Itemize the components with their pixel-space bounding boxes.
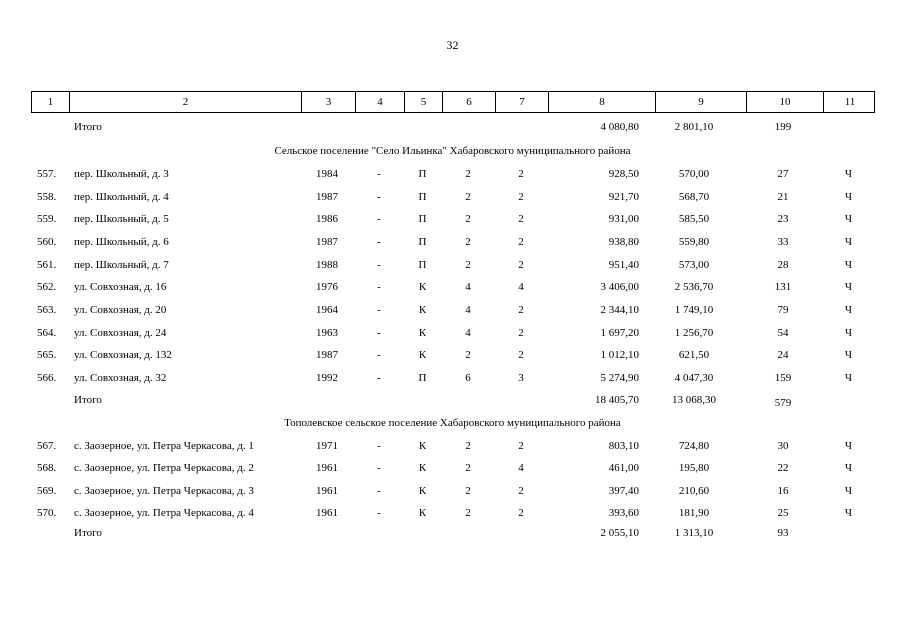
row-area-total: 2 344,10 — [600, 304, 639, 316]
table-row — [0, 165, 905, 183]
header-col-10: 10 — [746, 92, 823, 112]
row-residents: 28 — [777, 259, 789, 271]
total-residents: 579 — [774, 397, 792, 409]
row-address: ул. Совхозная, д. 132 — [74, 349, 172, 361]
total-area-living: 2 801,10 — [674, 121, 714, 133]
row-number: 569. — [37, 485, 57, 497]
row-area-total: 397,40 — [608, 485, 639, 497]
row-area-total: 921,70 — [608, 191, 639, 203]
row-area-total: 3 406,00 — [600, 281, 639, 293]
row-type: Ч — [844, 281, 853, 293]
row-number: 564. — [37, 327, 57, 339]
table-row — [0, 301, 905, 319]
row-type: Ч — [844, 304, 853, 316]
row-col4: - — [377, 191, 381, 203]
row-residents: 159 — [774, 372, 792, 384]
row-entrances: 2 — [518, 349, 524, 361]
row-floors: 2 — [465, 462, 471, 474]
header-col-11: 11 — [823, 92, 876, 112]
row-floors: 2 — [465, 168, 471, 180]
row-material: К — [418, 462, 427, 474]
header-col-4: 4 — [355, 92, 404, 112]
row-floors: 2 — [465, 213, 471, 225]
table-row — [0, 504, 905, 522]
row-area-living: 1 256,70 — [674, 327, 714, 339]
row-material: К — [418, 349, 427, 361]
row-col4: - — [377, 236, 381, 248]
row-entrances: 2 — [518, 259, 524, 271]
row-type: Ч — [844, 213, 853, 225]
header-col-2: 2 — [69, 92, 301, 112]
row-type: Ч — [844, 372, 853, 384]
row-area-living: 210,60 — [678, 485, 710, 497]
table-row — [0, 346, 905, 364]
row-address: ул. Совхозная, д. 20 — [74, 304, 167, 316]
row-number: 558. — [37, 191, 57, 203]
row-entrances: 2 — [518, 485, 524, 497]
row-col4: - — [377, 462, 381, 474]
row-entrances: 2 — [518, 327, 524, 339]
row-material: П — [418, 213, 427, 225]
row-area-living: 585,50 — [678, 213, 710, 225]
row-type: Ч — [844, 191, 853, 203]
row-residents: 131 — [774, 281, 792, 293]
row-year: 1976 — [316, 281, 338, 293]
row-area-total: 951,40 — [608, 259, 639, 271]
header-col-7: 7 — [495, 92, 548, 112]
header-col-9: 9 — [655, 92, 746, 112]
total-label: Итого — [74, 527, 102, 539]
row-number: 565. — [37, 349, 57, 361]
row-address: пер. Школьный, д. 6 — [74, 236, 169, 248]
row-entrances: 2 — [518, 191, 524, 203]
row-residents: 33 — [777, 236, 789, 248]
row-area-total: 931,00 — [608, 213, 639, 225]
row-material: П — [418, 168, 427, 180]
row-material: П — [418, 191, 427, 203]
row-area-total: 928,50 — [608, 168, 639, 180]
row-type: Ч — [844, 327, 853, 339]
total-row — [0, 524, 905, 542]
row-residents: 21 — [777, 191, 789, 203]
row-floors: 2 — [465, 259, 471, 271]
row-area-total: 5 274,90 — [600, 372, 639, 384]
row-area-total: 461,00 — [608, 462, 639, 474]
total-residents: 199 — [774, 121, 792, 133]
row-floors: 4 — [465, 304, 471, 316]
row-residents: 25 — [777, 507, 789, 519]
table-row — [0, 256, 905, 274]
row-year: 1986 — [316, 213, 338, 225]
table-row — [0, 278, 905, 296]
row-area-total: 393,60 — [608, 507, 639, 519]
row-area-living: 573,00 — [678, 259, 710, 271]
row-number: 570. — [37, 507, 57, 519]
row-area-living: 195,80 — [678, 462, 710, 474]
row-floors: 2 — [465, 440, 471, 452]
row-year: 1961 — [316, 485, 338, 497]
row-entrances: 3 — [518, 372, 524, 384]
header-col-6: 6 — [442, 92, 495, 112]
table-row — [0, 188, 905, 206]
row-floors: 4 — [465, 327, 471, 339]
row-type: Ч — [844, 440, 853, 452]
row-address: ул. Совхозная, д. 32 — [74, 372, 167, 384]
row-col4: - — [377, 440, 381, 452]
row-year: 1987 — [316, 236, 338, 248]
table-row — [0, 369, 905, 387]
row-number: 562. — [37, 281, 57, 293]
row-material: К — [418, 327, 427, 339]
row-area-living: 4 047,30 — [674, 372, 714, 384]
table-row — [0, 459, 905, 477]
row-floors: 2 — [465, 507, 471, 519]
row-year: 1987 — [316, 191, 338, 203]
row-address: с. Заозерное, ул. Петра Черкасова, д. 3 — [74, 485, 254, 497]
row-area-total: 1 012,10 — [600, 349, 639, 361]
row-type: Ч — [844, 259, 853, 271]
row-address: с. Заозерное, ул. Петра Черкасова, д. 2 — [74, 462, 254, 474]
row-entrances: 4 — [518, 462, 524, 474]
row-material: П — [418, 236, 427, 248]
row-col4: - — [377, 349, 381, 361]
row-number: 567. — [37, 440, 57, 452]
row-area-living: 181,90 — [678, 507, 710, 519]
total-label: Итого — [74, 121, 102, 133]
row-type: Ч — [844, 507, 853, 519]
row-number: 563. — [37, 304, 57, 316]
row-area-living: 1 749,10 — [674, 304, 714, 316]
row-year: 1988 — [316, 259, 338, 271]
row-floors: 2 — [465, 236, 471, 248]
row-col4: - — [377, 372, 381, 384]
row-area-total: 803,10 — [608, 440, 639, 452]
row-area-total: 938,80 — [608, 236, 639, 248]
row-address: ул. Совхозная, д. 24 — [74, 327, 167, 339]
row-floors: 6 — [465, 372, 471, 384]
total-area-total: 4 080,80 — [600, 121, 639, 133]
table-row — [0, 233, 905, 251]
row-year: 1963 — [316, 327, 338, 339]
row-year: 1992 — [316, 372, 338, 384]
total-area-living: 1 313,10 — [674, 527, 714, 539]
row-residents: 22 — [777, 462, 789, 474]
row-address: с. Заозерное, ул. Петра Черкасова, д. 1 — [74, 440, 254, 452]
row-floors: 2 — [465, 349, 471, 361]
row-address: пер. Школьный, д. 4 — [74, 191, 169, 203]
row-material: П — [418, 259, 427, 271]
row-area-living: 621,50 — [678, 349, 710, 361]
row-number: 561. — [37, 259, 57, 271]
row-col4: - — [377, 485, 381, 497]
header-col-3: 3 — [301, 92, 355, 112]
row-floors: 2 — [465, 485, 471, 497]
section-title: Сельское поселение "Село Ильинка" Хабаровского муниципального района — [274, 145, 631, 157]
row-area-living: 570,00 — [678, 168, 710, 180]
row-year: 1971 — [316, 440, 338, 452]
row-area-living: 568,70 — [678, 191, 710, 203]
row-type: Ч — [844, 349, 853, 361]
row-area-living: 724,80 — [678, 440, 710, 452]
table-row — [0, 437, 905, 455]
row-address: пер. Школьный, д. 5 — [74, 213, 169, 225]
row-number: 568. — [37, 462, 57, 474]
row-col4: - — [377, 507, 381, 519]
total-area-total: 18 405,70 — [595, 394, 639, 406]
row-col4: - — [377, 213, 381, 225]
row-col4: - — [377, 327, 381, 339]
row-area-living: 2 536,70 — [674, 281, 714, 293]
header-col-8: 8 — [548, 92, 655, 112]
row-year: 1984 — [316, 168, 338, 180]
row-entrances: 2 — [518, 236, 524, 248]
row-floors: 4 — [465, 281, 471, 293]
header-col-5: 5 — [404, 92, 442, 112]
row-col4: - — [377, 281, 381, 293]
row-residents: 23 — [777, 213, 789, 225]
row-number: 566. — [37, 372, 57, 384]
row-material: К — [418, 507, 427, 519]
row-material: К — [418, 281, 427, 293]
row-entrances: 2 — [518, 440, 524, 452]
section-title: Тополевское сельское поселение Хабаровского муниципального района — [284, 417, 621, 429]
row-col4: - — [377, 304, 381, 316]
row-material: К — [418, 440, 427, 452]
row-residents: 16 — [777, 485, 789, 497]
total-area-living: 13 068,30 — [672, 394, 716, 406]
total-residents: 93 — [777, 527, 789, 539]
total-area-total: 2 055,10 — [600, 527, 639, 539]
row-area-total: 1 697,20 — [600, 327, 639, 339]
row-entrances: 2 — [518, 507, 524, 519]
row-entrances: 2 — [518, 213, 524, 225]
row-area-living: 559,80 — [678, 236, 710, 248]
row-year: 1961 — [316, 462, 338, 474]
table-row — [0, 482, 905, 500]
row-number: 557. — [37, 168, 57, 180]
row-floors: 2 — [465, 191, 471, 203]
total-label: Итого — [74, 394, 102, 406]
row-material: П — [418, 372, 427, 384]
row-year: 1964 — [316, 304, 338, 316]
row-residents: 27 — [777, 168, 789, 180]
row-col4: - — [377, 168, 381, 180]
header-col-1: 1 — [47, 96, 54, 108]
row-residents: 54 — [777, 327, 789, 339]
row-number: 560. — [37, 236, 57, 248]
row-type: Ч — [844, 485, 853, 497]
row-residents: 30 — [777, 440, 789, 452]
row-address: ул. Совхозная, д. 16 — [74, 281, 167, 293]
row-year: 1961 — [316, 507, 338, 519]
row-residents: 24 — [777, 349, 789, 361]
row-type: Ч — [844, 168, 853, 180]
row-address: с. Заозерное, ул. Петра Черкасова, д. 4 — [74, 507, 254, 519]
row-number: 559. — [37, 213, 57, 225]
row-type: Ч — [844, 236, 853, 248]
row-entrances: 4 — [518, 281, 524, 293]
row-address: пер. Школьный, д. 7 — [74, 259, 169, 271]
table-header — [31, 91, 875, 113]
table-row — [0, 324, 905, 342]
page-number: 32 — [446, 38, 459, 52]
row-type: Ч — [844, 462, 853, 474]
row-entrances: 2 — [518, 304, 524, 316]
row-col4: - — [377, 259, 381, 271]
row-residents: 79 — [777, 304, 789, 316]
total-row — [0, 391, 905, 409]
row-address: пер. Школьный, д. 3 — [74, 168, 169, 180]
row-material: К — [418, 304, 427, 316]
row-year: 1987 — [316, 349, 338, 361]
table-row — [0, 210, 905, 228]
row-material: К — [418, 485, 427, 497]
row-entrances: 2 — [518, 168, 524, 180]
total-row — [0, 118, 905, 136]
